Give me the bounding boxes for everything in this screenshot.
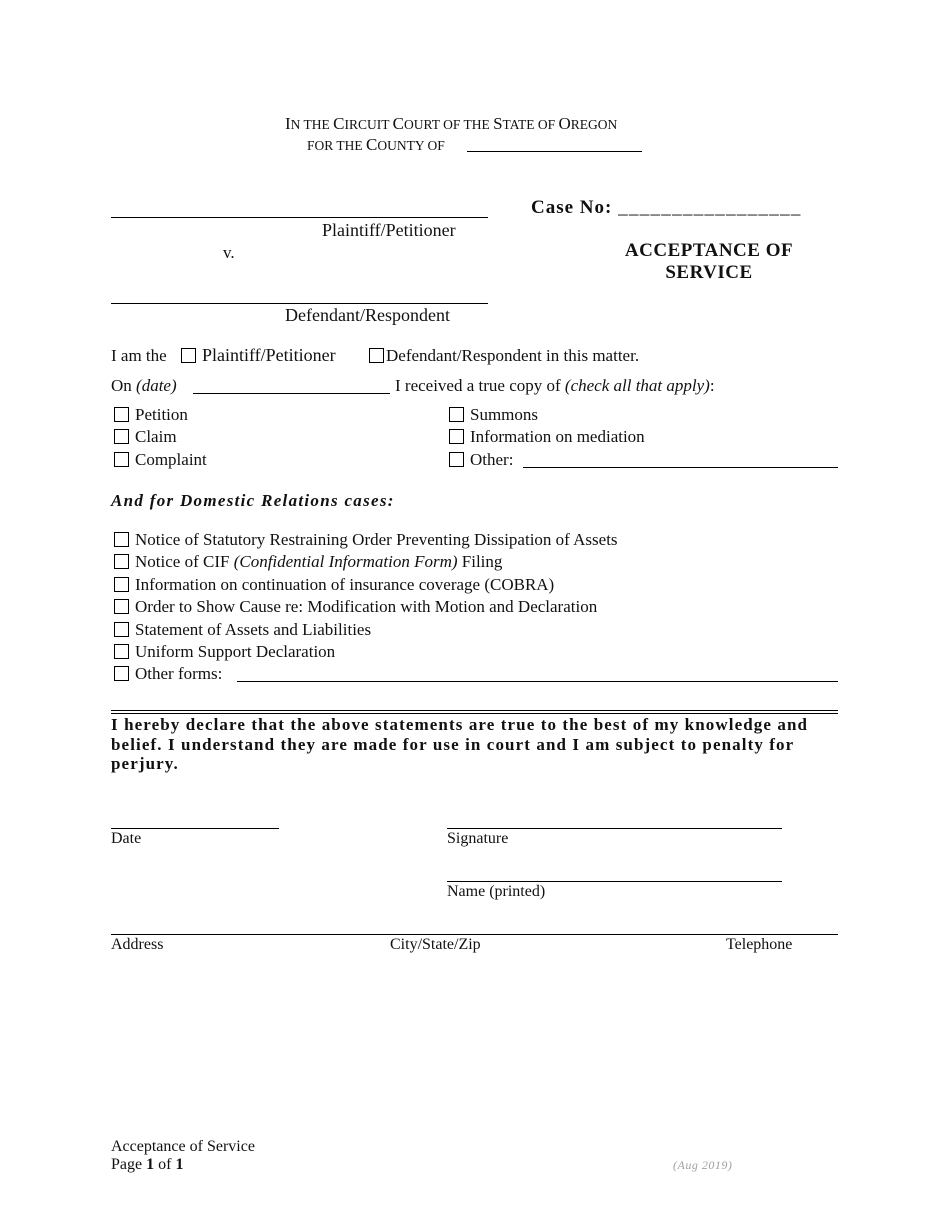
- show-cause-checkbox[interactable]: [114, 599, 129, 614]
- show-cause-label: Order to Show Cause re: Modification with Motion and Declaration: [135, 597, 598, 616]
- form-title-line2: SERVICE: [665, 262, 753, 283]
- date-hint: (date): [136, 376, 177, 395]
- party-prefix: I am the: [111, 346, 167, 365]
- defendant-name-field[interactable]: [111, 303, 488, 304]
- summons-label: Summons: [470, 405, 539, 424]
- case-number-field[interactable]: _________________: [618, 197, 802, 218]
- on-label: On: [111, 376, 132, 395]
- plaintiff-label: Plaintiff/Petitioner: [322, 220, 456, 240]
- claim-checkbox[interactable]: [114, 429, 129, 444]
- versus-label: v.: [223, 243, 235, 262]
- support-declaration-checkbox[interactable]: [114, 644, 129, 659]
- declaration-rule-bottom: [111, 713, 838, 714]
- plaintiff-name-field[interactable]: [111, 217, 488, 218]
- other-forms-checkbox[interactable]: [114, 666, 129, 681]
- other-document-checkbox[interactable]: [449, 452, 464, 467]
- cobra-label: Information on continuation of insurance coverage (COBRA): [135, 575, 555, 594]
- court-heading-c2: C: [392, 114, 404, 133]
- complaint-label: Complaint: [135, 450, 207, 469]
- footer-page-current: 1: [146, 1156, 155, 1173]
- complaint-checkbox[interactable]: [114, 452, 129, 467]
- court-heading-n-the: N THE: [290, 117, 334, 132]
- cif-label: [135, 552, 502, 572]
- restraining-order-checkbox[interactable]: [114, 532, 129, 547]
- defendant-checkbox[interactable]: [369, 348, 384, 363]
- footer-form-name: Acceptance of Service: [111, 1138, 255, 1155]
- petition-checkbox[interactable]: [114, 407, 129, 422]
- received-on: [111, 376, 177, 396]
- case-number: [531, 197, 802, 219]
- address-field[interactable]: [111, 934, 838, 935]
- other-document-label: Other:: [470, 450, 514, 469]
- court-heading-c: C: [333, 114, 345, 133]
- claim-label: Claim: [135, 427, 177, 446]
- footer-page-word: Page: [111, 1156, 143, 1173]
- summons-checkbox[interactable]: [449, 407, 464, 422]
- court-heading-s: S: [493, 114, 503, 133]
- assets-liabilities-label: Statement of Assets and Liabilities: [135, 620, 372, 639]
- court-heading-regon: REGON: [570, 117, 618, 132]
- cif-checkbox[interactable]: [114, 554, 129, 569]
- support-declaration-label: Uniform Support Declaration: [135, 642, 336, 661]
- court-heading-ourt-of-the: OURT OF THE: [404, 117, 494, 132]
- date-field[interactable]: [111, 828, 279, 829]
- footer-of-word: of: [158, 1156, 172, 1173]
- county-heading-c: C: [366, 135, 378, 154]
- received-date-field[interactable]: [193, 393, 390, 394]
- declaration-text: I hereby declare that the above statements are true to the best of my knowledge and belief. I understand they are made for use in court and I am subject to penalty for perjury.: [111, 715, 809, 773]
- form-title-line1: ACCEPTANCE OF: [624, 240, 794, 261]
- date-label: Date: [111, 830, 142, 847]
- court-heading-o: O: [558, 114, 571, 133]
- defendant-option: [386, 346, 639, 366]
- received-colon: :: [709, 376, 715, 395]
- check-hint: (check all that apply): [564, 376, 710, 395]
- court-heading-ircuit: IRCUIT: [344, 117, 393, 132]
- court-heading-tate-of: TATE OF: [502, 117, 559, 132]
- received-copy-label: I received a true copy of: [395, 376, 561, 395]
- plaintiff-checkbox[interactable]: [181, 348, 196, 363]
- declaration-rule-top: [111, 710, 838, 711]
- other-forms-label: Other forms:: [135, 664, 223, 683]
- cif-label-italic: (Confidential Information Form): [233, 552, 458, 571]
- city-state-zip-label: City/State/Zip: [390, 936, 481, 953]
- party-suffix: in this matter.: [546, 346, 640, 365]
- county-heading-for-the: FOR THE: [307, 138, 367, 153]
- telephone-label: Telephone: [726, 936, 793, 953]
- footer-revision-date: (Aug 2019): [673, 1158, 733, 1172]
- received-text: [395, 376, 715, 396]
- printed-name-label: Name (printed): [447, 883, 546, 900]
- restraining-order-label: Notice of Statutory Restraining Order Preventing Dissipation of Assets: [135, 530, 618, 549]
- defendant-label: Defendant/Respondent: [285, 305, 450, 325]
- county-heading: [307, 135, 667, 155]
- assets-liabilities-checkbox[interactable]: [114, 622, 129, 637]
- form-title: [600, 240, 818, 284]
- plaintiff-option-label: Plaintiff/Petitioner: [202, 345, 336, 365]
- cobra-checkbox[interactable]: [114, 577, 129, 592]
- other-forms-field[interactable]: [237, 681, 838, 682]
- domestic-relations-heading: And for Domestic Relations cases:: [111, 491, 395, 510]
- other-document-field[interactable]: [523, 467, 838, 468]
- defendant-option-label: Defendant/Respondent: [386, 346, 542, 365]
- printed-name-field[interactable]: [447, 881, 782, 882]
- mediation-label: Information on mediation: [470, 427, 645, 446]
- case-number-label: Case No:: [531, 197, 613, 218]
- county-heading-ounty-of: OUNTY OF: [377, 138, 445, 153]
- cif-label-before: Notice of CIF: [135, 552, 230, 571]
- county-field[interactable]: [467, 151, 642, 152]
- court-heading-i: I: [285, 114, 291, 133]
- petition-label: Petition: [135, 405, 188, 424]
- court-heading: [285, 114, 685, 134]
- signature-label: Signature: [447, 830, 509, 847]
- signature-field[interactable]: [447, 828, 782, 829]
- cif-label-after: Filing: [461, 552, 503, 571]
- footer-page-number: [111, 1156, 183, 1174]
- mediation-checkbox[interactable]: [449, 429, 464, 444]
- footer-page-total: 1: [175, 1156, 184, 1173]
- address-label: Address: [111, 936, 164, 953]
